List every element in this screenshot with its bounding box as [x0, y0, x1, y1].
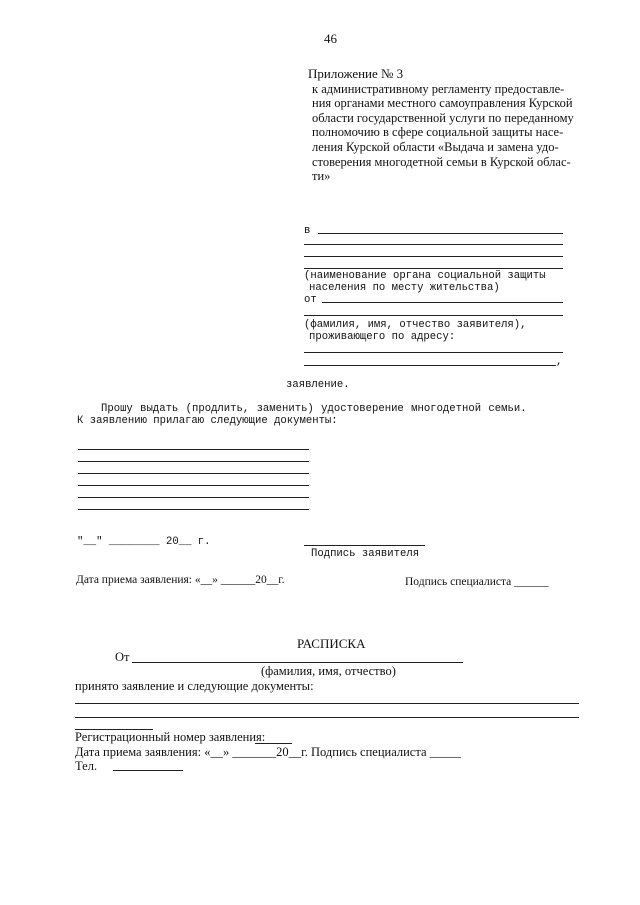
- applicant-caption: (фамилия, имя, отчество заявителя),: [304, 319, 527, 331]
- document-line: [78, 449, 309, 450]
- from-prefix: от: [304, 294, 317, 306]
- receipt-signature: Подпись специалиста _____: [311, 745, 461, 759]
- org-name-line: [304, 244, 563, 245]
- org-name-line: [304, 268, 563, 269]
- document-line: [78, 497, 309, 498]
- reception-date: Дата приема заявления: «__» ______20__г.: [76, 574, 285, 586]
- receipt-name-caption: (фамилия, имя, отчество): [261, 664, 396, 678]
- application-body: Прошу выдать (продлить, заменить) удостоверение многодетной семьи.: [101, 403, 527, 415]
- receipt-name-line: [132, 662, 463, 663]
- receipt-title: РАСПИСКА: [297, 636, 366, 651]
- address-comma: ,: [556, 356, 563, 368]
- org-name-line: [304, 256, 563, 257]
- page-number: 46: [324, 31, 337, 46]
- org-caption: населения по месту жительства): [309, 282, 500, 294]
- appendix-line: полномочию в сфере социальной защиты насе-: [312, 125, 564, 140]
- receipt-phone: Тел.: [75, 759, 98, 773]
- reception-signature: Подпись специалиста ______: [405, 576, 549, 588]
- org-name-line: [318, 233, 563, 234]
- document-line: [78, 473, 309, 474]
- appendix-header: [308, 67, 586, 184]
- document-line: [78, 485, 309, 486]
- receipt-accepted-text: принято заявление и следующие документы:: [75, 679, 314, 693]
- reg-number-line: [255, 743, 292, 744]
- appendix-text: [312, 82, 586, 184]
- document-line: [78, 509, 309, 510]
- to-prefix: в: [304, 225, 311, 237]
- appendix-line: ти»: [312, 169, 331, 184]
- appendix-line: ления Курской области «Выдача и замена удо-: [312, 139, 559, 154]
- receipt-document-line: [75, 717, 579, 718]
- applicant-name-line: [322, 302, 563, 303]
- appendix-line: к административному регламенту предоставле-: [312, 81, 565, 96]
- document-line: [78, 461, 309, 462]
- receipt-from: От: [115, 650, 130, 664]
- address-line: [304, 365, 556, 366]
- signature-caption: Подпись заявителя: [311, 548, 420, 560]
- application-heading: заявление.: [286, 379, 350, 391]
- appendix-line: области государственной услуги по переданному: [312, 110, 574, 125]
- receipt-date: Дата приема заявления: «__» _______20__г.: [75, 745, 308, 759]
- application-body: К заявлению прилагаю следующие документы:: [77, 415, 338, 427]
- appendix-line: ния органами местного самоуправления Курской: [312, 96, 573, 111]
- receipt-document-line: [75, 703, 579, 704]
- address-line: [304, 352, 563, 353]
- receipt-reg-number: Регистрационный номер заявления:: [75, 730, 266, 744]
- appendix-line: стоверения многодетной семьи в Курской облас-: [312, 154, 571, 169]
- org-caption: (наименование органа социальной защиты: [304, 270, 546, 282]
- application-date: "__" ________ 20__ г.: [77, 536, 211, 548]
- phone-line: [113, 770, 183, 771]
- appendix-title: Приложение № 3: [308, 66, 404, 81]
- applicant-name-line: [304, 315, 563, 316]
- signature-line: [304, 545, 425, 546]
- applicant-caption: проживающего по адресу:: [309, 331, 456, 343]
